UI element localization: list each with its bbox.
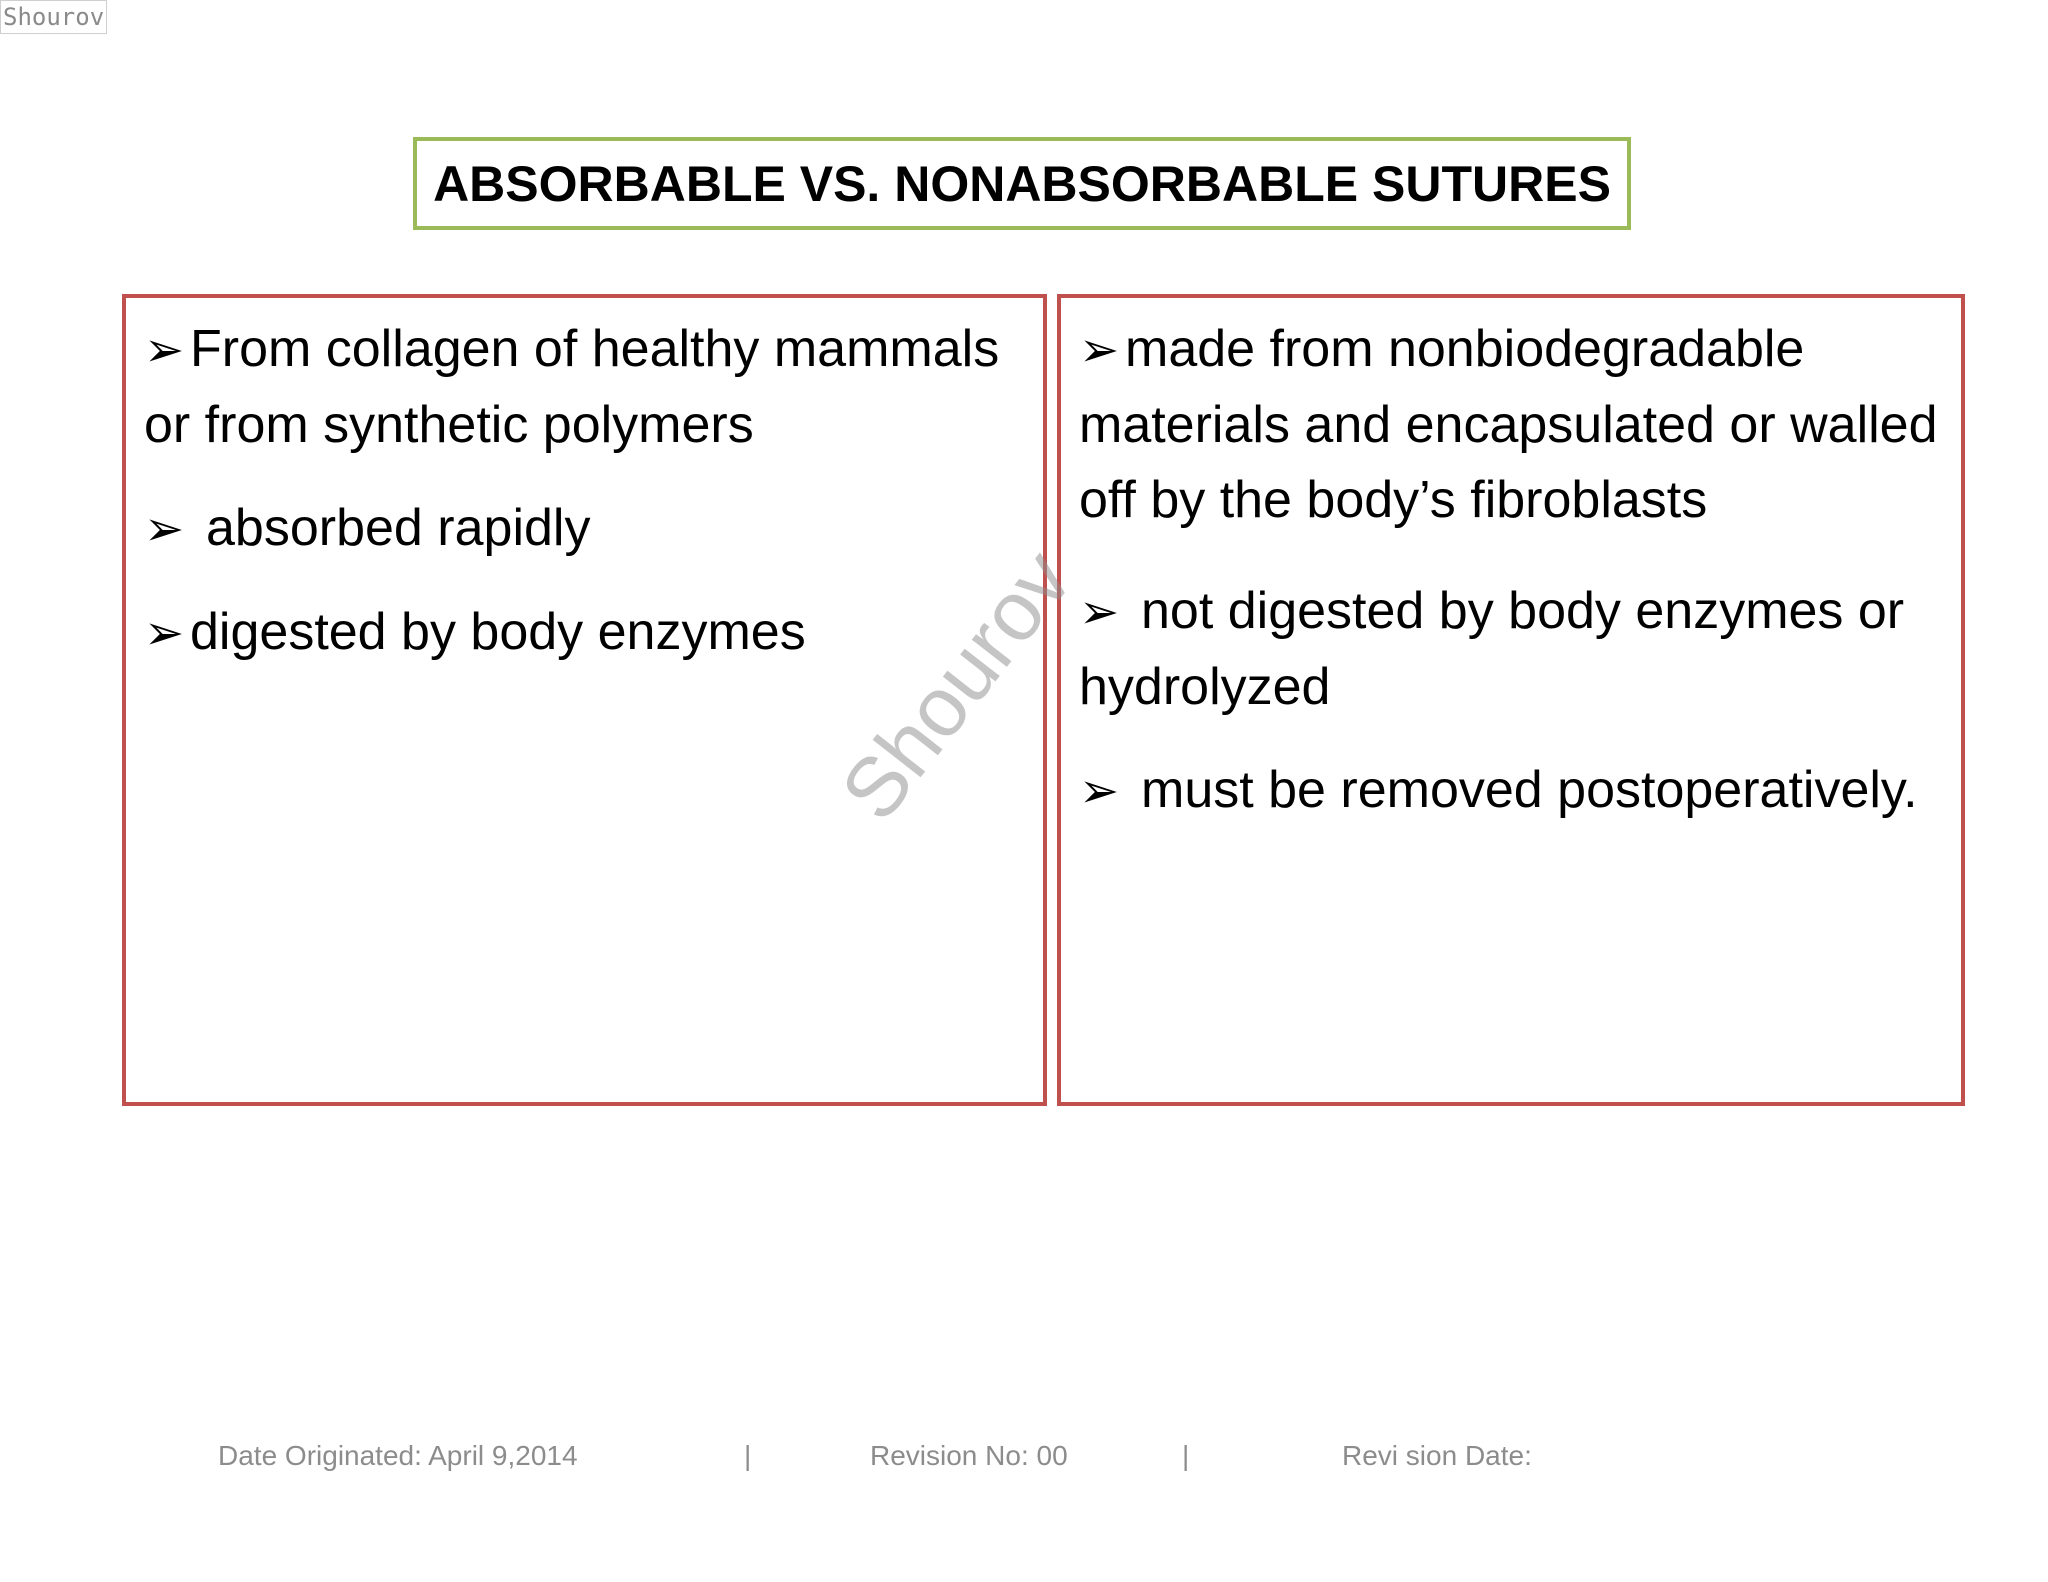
slide-title: ABSORBABLE VS. NONABSORBABLE SUTURES [433, 155, 1611, 212]
list-item [144, 595, 1023, 671]
diagonal-watermark: Shourov [822, 532, 1090, 838]
list-item [144, 491, 1023, 567]
footer-revision-no: Revision No: 00 [870, 1440, 1068, 1471]
bullet-text: must be removed postoperatively. [1141, 761, 1918, 819]
bullet-text: not digested by body enzymes or hydrolyzed [1079, 582, 1905, 716]
slide-title-box [413, 137, 1631, 230]
arrow-bullet-icon: ➢ [144, 503, 185, 556]
footer-separator: | [1182, 1440, 1190, 1471]
bullet-text: absorbed rapidly [206, 499, 591, 557]
corner-watermark-tag: Shourov [0, 0, 107, 34]
arrow-bullet-icon: ➢ [1079, 324, 1120, 377]
bullet-text: digested by body enzymes [190, 603, 806, 661]
footer-date-originated: Date Originated: April 9,2014 [218, 1440, 578, 1471]
nonabsorbable-panel [1057, 294, 1965, 1106]
bullet-text: From collagen of healthy mammals or from synthetic polymers [144, 320, 1000, 454]
list-item [1079, 753, 1941, 829]
footer-separator: | [744, 1440, 752, 1471]
arrow-bullet-icon: ➢ [1079, 765, 1120, 818]
absorbable-panel [122, 294, 1047, 1106]
footer-revision-date: Revi sion Date: [1342, 1440, 1532, 1471]
list-item [144, 312, 1023, 463]
arrow-bullet-icon: ➢ [144, 324, 185, 377]
list-item [1079, 312, 1941, 538]
list-item [1079, 574, 1941, 725]
arrow-bullet-icon: ➢ [1079, 586, 1120, 639]
arrow-bullet-icon: ➢ [144, 607, 185, 660]
bullet-text: made from nonbiodegradable materials and encapsulated or walled off by the body’s fibroblasts [1079, 320, 1938, 529]
